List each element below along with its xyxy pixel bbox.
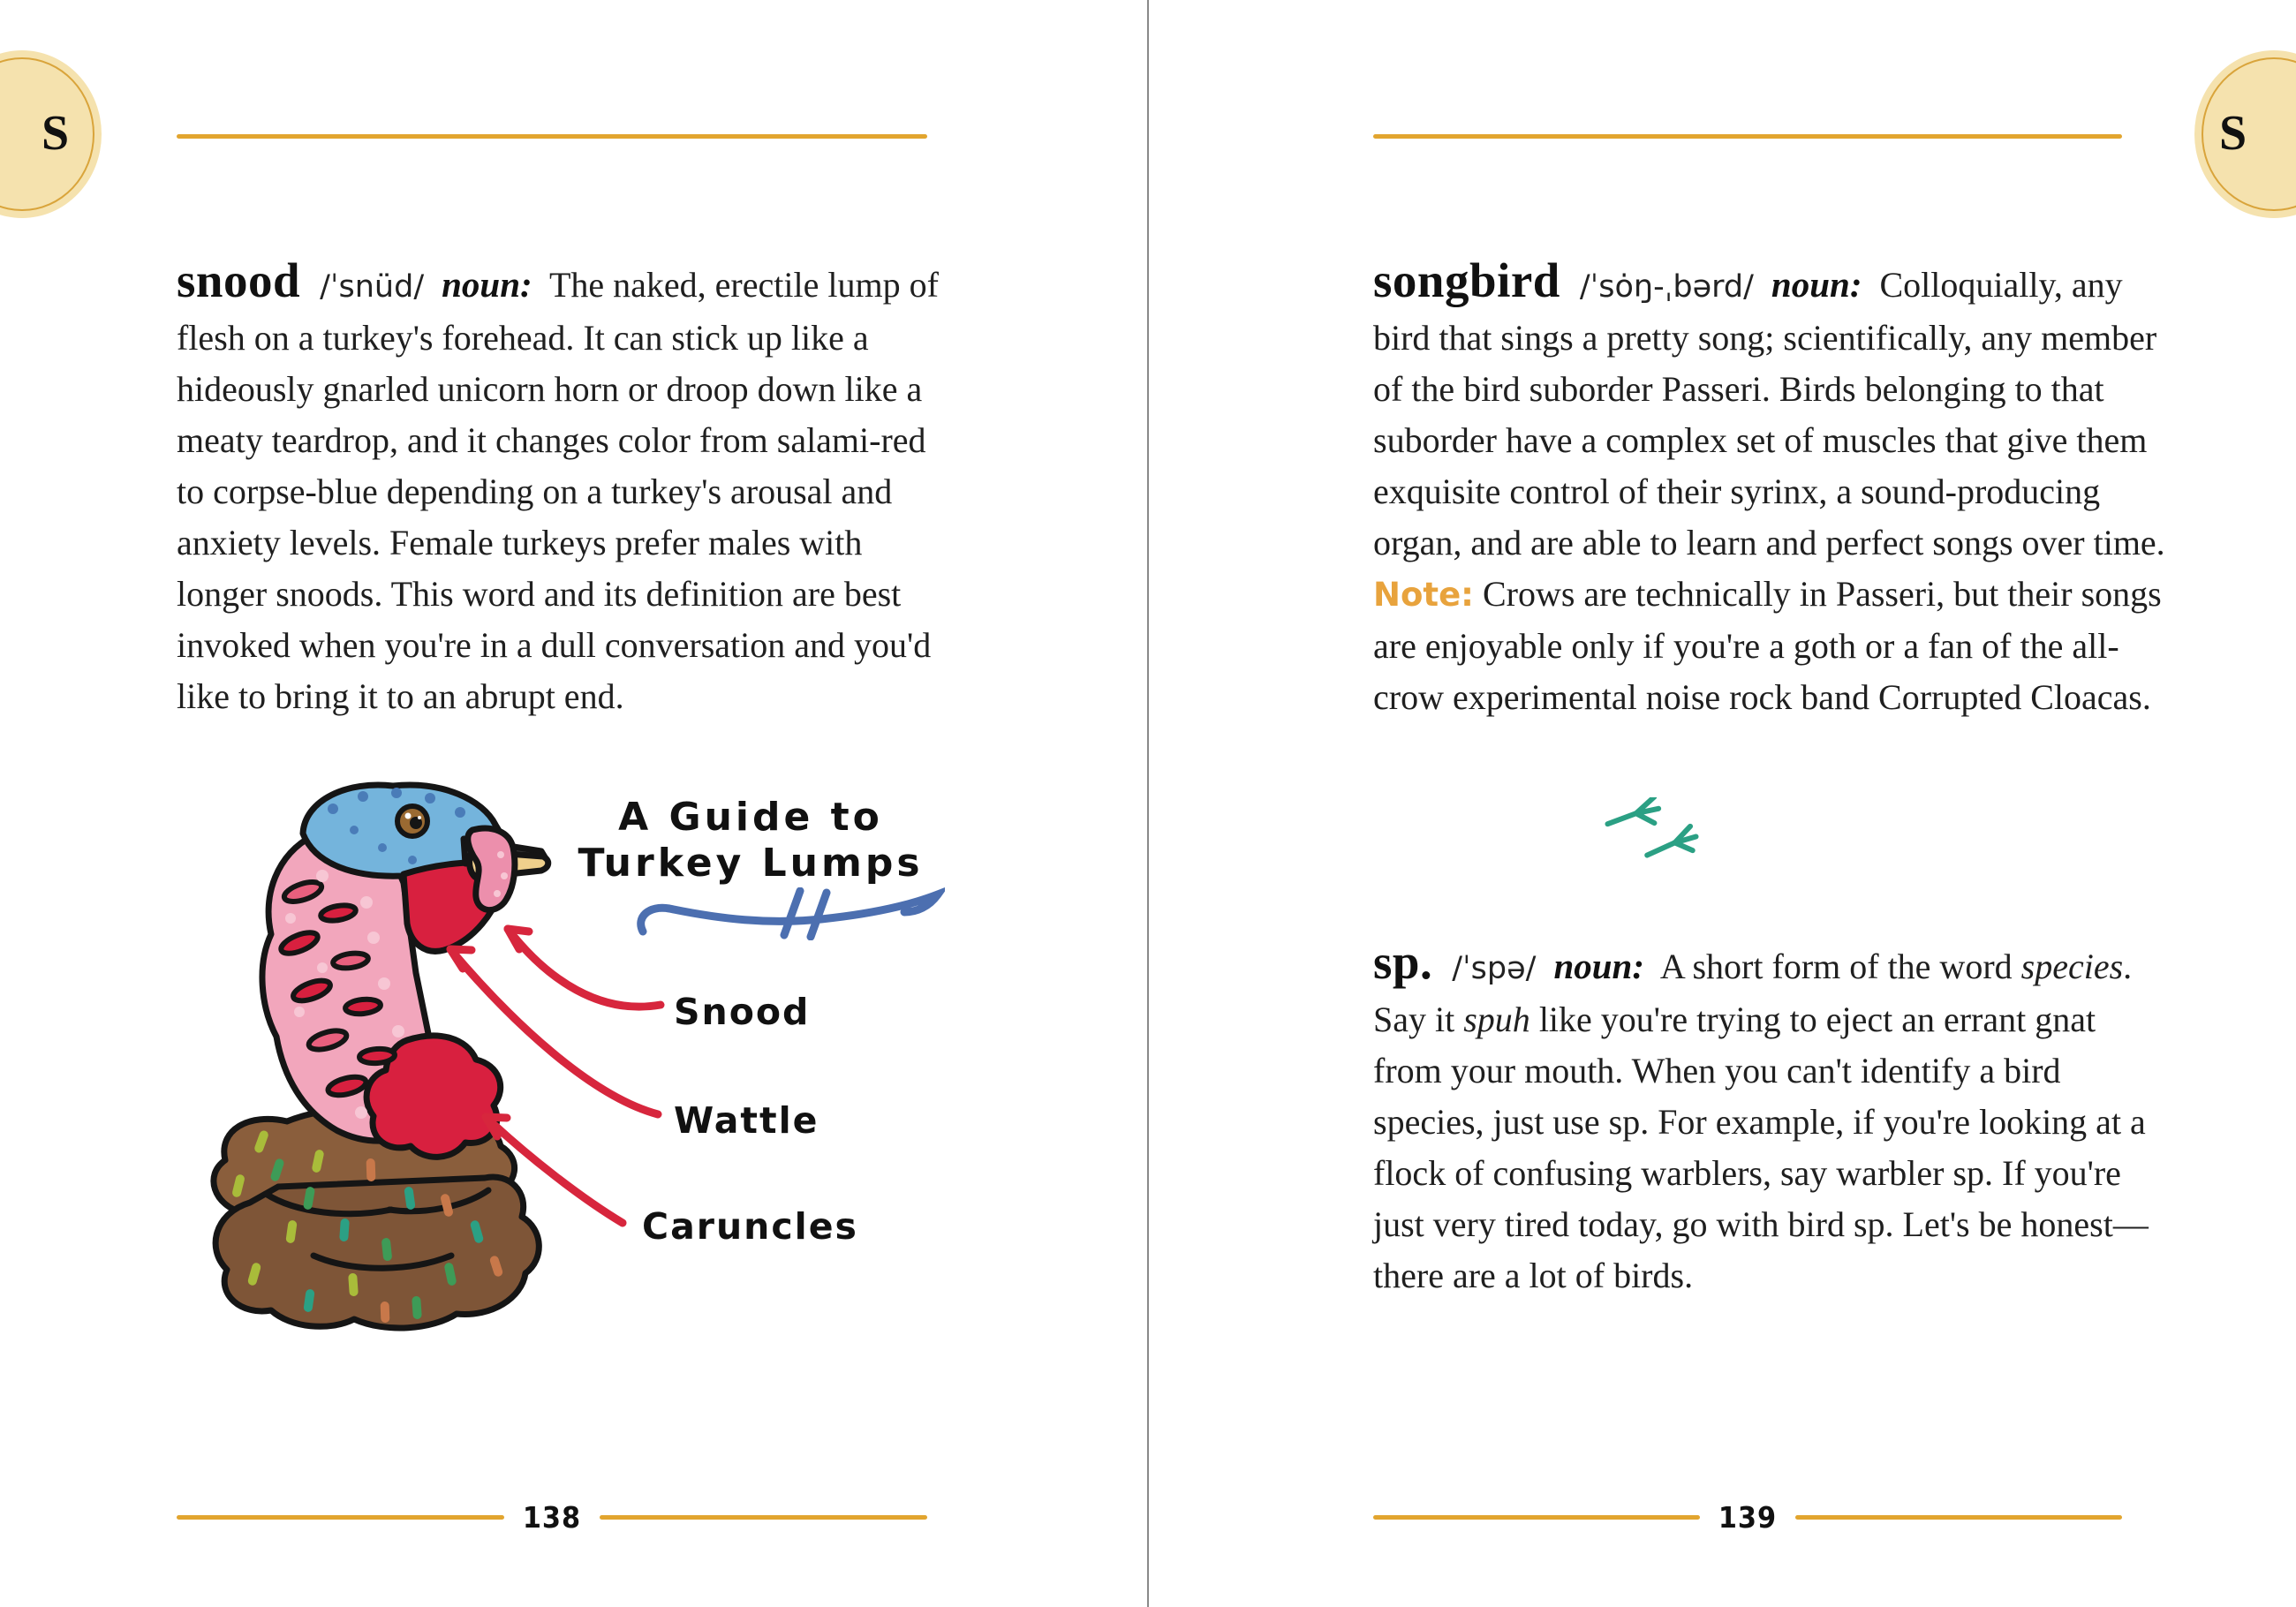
top-rule-right-page	[1373, 134, 2122, 139]
entry-definition: Colloquially, any bird that sings a pretty song; scientifically, any member of the bird suborder Passeri. Birds belonging to that suborder have a complex set of muscles that give them exquisite control of their syrinx, a sound-producing organ, and are able to learn and perfect songs over time. Note: Crows are technically in Passeri, but their songs are enjoyable only if you're a goth or a fan of the all-crow experimental noise rock band Corrupted Cloacas.	[1373, 265, 2165, 717]
footer-rule	[177, 1515, 504, 1520]
illustration-title	[561, 795, 940, 886]
entry-songbird	[1373, 253, 2172, 723]
entry-part-of-speech: noun:	[1553, 946, 1645, 986]
page-gutter-divider	[1147, 0, 1149, 1607]
illustration-title-line1: A Guide to	[618, 795, 883, 840]
bird-footprints-icon	[1603, 797, 1704, 872]
page-footer-right	[1373, 1499, 2122, 1535]
entry-definition: The naked, erectile lump of flesh on a turkey's forehead. It can stick up like a hideously gnarled unicorn horn or droop down like a meaty teardrop, and it changes color from salami-red to corpse-blue depending on a turkey's arousal and anxiety levels. Female turkeys prefer males with longer snoods. This word and its definition are best invoked when you're in a dull conversation and you'd like to bring it to an abrupt end.	[177, 265, 939, 716]
footer-rule	[1795, 1515, 2122, 1520]
footer-rule	[1373, 1515, 1700, 1520]
entry-part-of-speech: noun:	[442, 264, 532, 305]
page-number: 139	[1718, 1499, 1778, 1535]
entry-headword: sp.	[1373, 935, 1433, 989]
entry-pronunciation: /ˈsnüd/	[320, 269, 425, 305]
entry-headword: songbird	[1373, 253, 1560, 307]
page-footer-left	[177, 1499, 927, 1535]
illustration-label-caruncles: Caruncles	[642, 1205, 858, 1248]
thumb-tab-letter: S	[2219, 106, 2247, 161]
entry-part-of-speech: noun:	[1771, 264, 1862, 305]
entry-definition: A short form of the word species. Say it spuh like you're trying to eject an errant gnat from your mouth. When you can't identify a bird species, just use sp. For example, if you're looking at a flock of confusing warblers, say warbler sp. If you're just very tired today, go with bird sp. Let's be honest—there are a lot of birds.	[1373, 947, 2149, 1295]
red-arrow-pointers-icon	[424, 909, 698, 1245]
thumb-tab-letter: S	[42, 106, 70, 161]
entry-sp	[1373, 935, 2172, 1301]
thumb-tab-left	[0, 50, 102, 218]
thumb-tab-ring	[2202, 57, 2296, 211]
entry-headword: snood	[177, 253, 301, 307]
thumb-tab-right	[2194, 50, 2296, 218]
entry-snood	[177, 253, 954, 722]
illustration-label-wattle: Wattle	[674, 1099, 819, 1142]
footer-rule	[600, 1515, 927, 1520]
illustration-label-snood: Snood	[674, 991, 811, 1033]
top-rule-left-page	[177, 134, 927, 139]
entry-pronunciation: /ˈspə/	[1452, 951, 1537, 986]
page-number: 138	[522, 1499, 582, 1535]
entry-pronunciation: /ˈsȯŋ-ˌbərd/	[1579, 269, 1754, 305]
illustration-title-line2: Turkey Lumps	[578, 841, 924, 886]
